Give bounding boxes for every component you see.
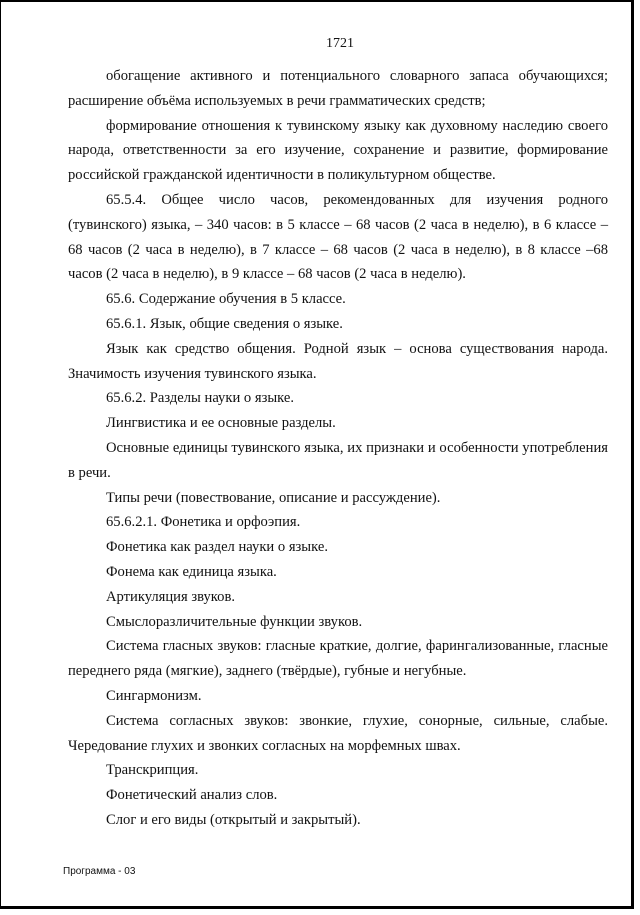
paragraph: Основные единицы тувинского языка, их признаки и особенности употребления в речи. — [68, 439, 608, 481]
paragraph: Фонетика как раздел науки о языке. — [106, 539, 328, 556]
paragraph: Транскрипция. — [106, 762, 199, 779]
paragraph: Язык как средство общения. Родной язык – основа существования народа. Значимость изучения тувинского языка. — [68, 340, 608, 382]
paragraph: 65.6.2. Разделы науки о языке. — [106, 390, 294, 407]
paragraph: Артикуляция звуков. — [106, 588, 235, 605]
paragraph: 65.5.4. Общее число часов, рекомендованных для изучения родного (тувинского) языка, – 340 часов: в 5 классе – 68 часов (2 часа в неделю), в 6 классе – 68 часов (2 часа в неделю), в 7 классе – 68 часов (2 часа в неделю), в 8 классе –68 часов (2 часа в неделю), в 9 классе – 68 часов (2 часа в неделю). — [68, 191, 608, 283]
paragraph: Фонема как единица языка. — [106, 563, 277, 580]
page-number: 1721 — [326, 36, 354, 51]
paragraph: Фонетический анализ слов. — [106, 787, 278, 804]
paragraph: Сингармонизм. — [106, 687, 202, 704]
paragraph: 65.6. Содержание обучения в 5 классе. — [106, 291, 346, 308]
paragraph: 65.6.2.1. Фонетика и орфоэпия. — [106, 514, 301, 531]
paragraph: формирование отношения к тувинскому языку как духовному наследию своего народа, ответственности за его изучение, сохранение и развитие, формирование российской гражданской идентичности в поликультурном обществе. — [68, 117, 608, 184]
paragraph: Лингвистика и ее основные разделы. — [106, 415, 336, 432]
footer-label: Программа - 03 — [63, 866, 136, 877]
paragraph: Система гласных звуков: гласные краткие, долгие, фарингализованные, гласные переднего ряда (мягкие), заднего (твёрдые), губные и негубные. — [68, 638, 608, 680]
paragraph: Смыслоразличительные функции звуков. — [106, 613, 363, 630]
document-body — [68, 64, 608, 833]
paragraph: обогащение активного и потенциального словарного запаса обучающихся; расширение объёма используемых в речи грамматических средств; — [68, 68, 608, 109]
paragraph: Система согласных звуков: звонкие, глухие, сонорные, сильные, слабые. Чередование глухих и звонких согласных на морфемных швах. — [68, 712, 608, 754]
paragraph: 65.6.1. Язык, общие сведения о языке. — [106, 315, 343, 332]
paragraph: Слог и его виды (открытый и закрытый). — [106, 811, 361, 828]
paragraph: Типы речи (повествование, описание и рассуждение). — [106, 489, 441, 506]
